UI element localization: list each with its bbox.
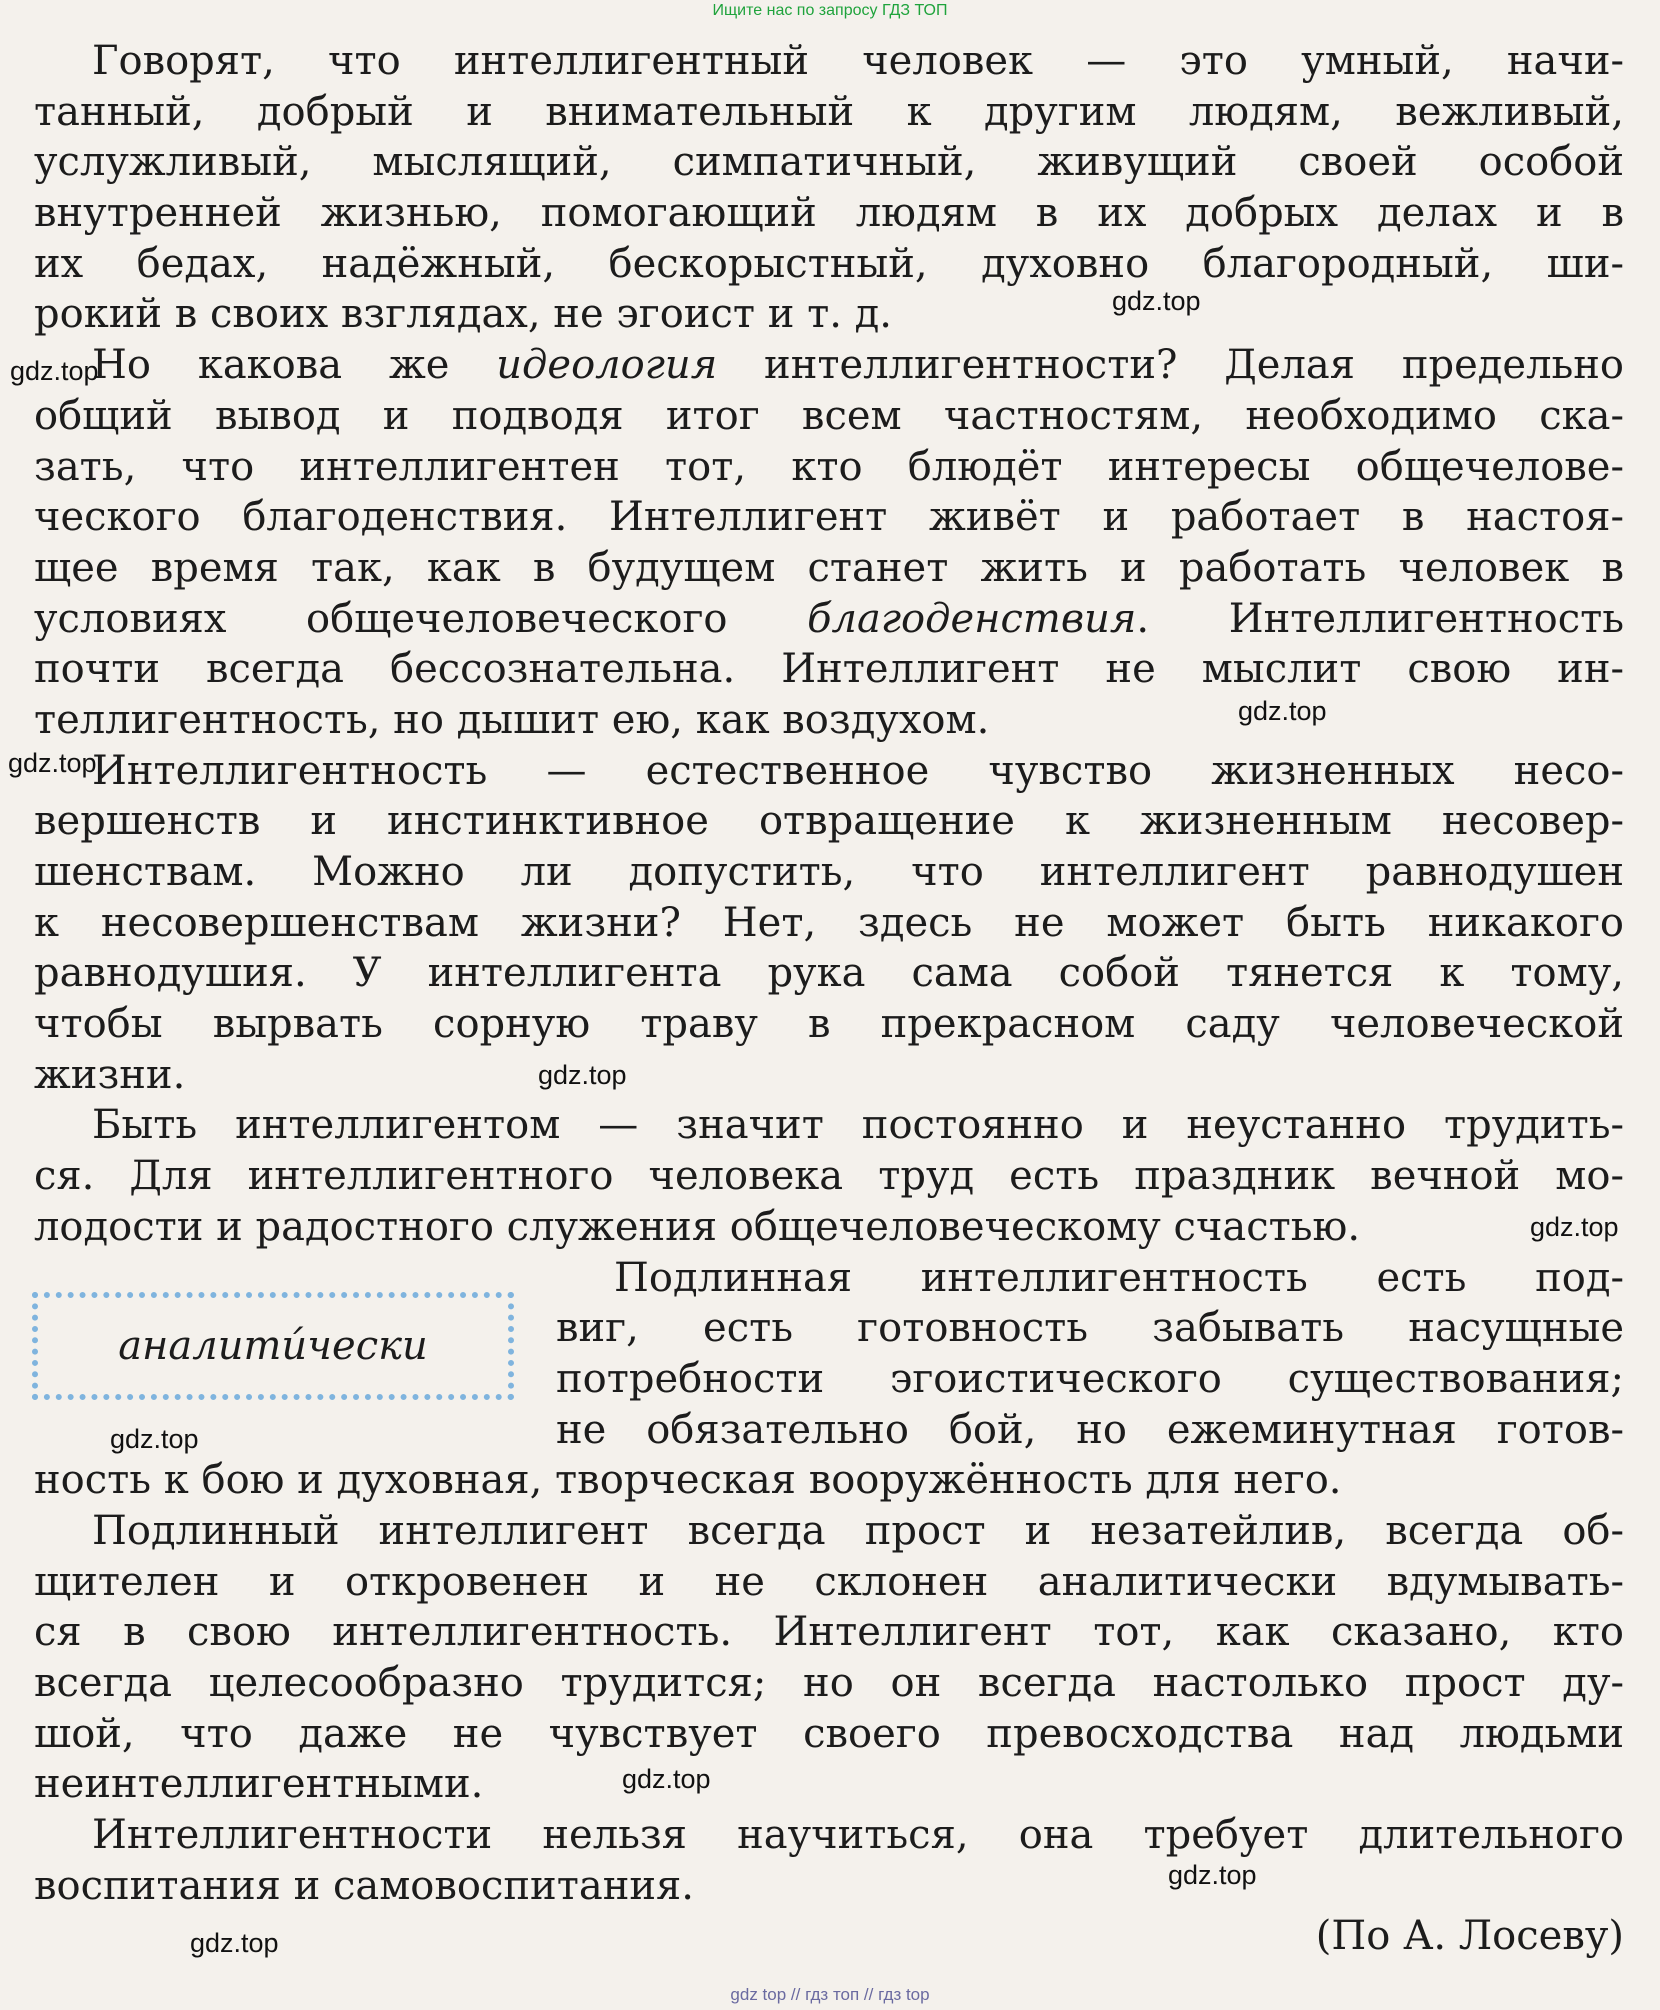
watermark: gdz.top xyxy=(622,1764,711,1794)
text-line: Говорят, что интеллигентный человек — это умный, начи- xyxy=(92,38,1624,84)
watermark: gdz.top xyxy=(110,1424,199,1454)
text-line: ческого благоденствия. Интеллигент живёт и работает в настоя- xyxy=(34,494,1624,541)
text-fragment: Но какова же xyxy=(92,342,497,389)
watermark: gdz.top xyxy=(1168,1860,1257,1890)
text-line: ся в свою интеллигентность. Интеллигент тот, как сказано, кто xyxy=(34,1609,1624,1656)
text-line: танный, добрый и внимательный к другим людям, вежливый, xyxy=(34,88,1624,135)
text-line: Быть интеллигентом — значит постоянно и неустанно трудить- xyxy=(92,1102,1624,1149)
top-banner: Ищите нас по запросу ГДЗ ТОП xyxy=(712,2,948,19)
text-line: рокий в своих взглядах, не эгоист и т. д. xyxy=(34,291,892,338)
text-line: шенствам. Можно ли допустить, что интеллигент равнодушен xyxy=(34,849,1624,895)
text-line: теллигентность, но дышит ею, как воздухом. xyxy=(34,696,990,743)
text-line: ся. Для интеллигентного человека труд есть праздник вечной мо- xyxy=(34,1153,1624,1200)
text-line: воспитания и самовоспитания. xyxy=(34,1862,694,1909)
text-line xyxy=(34,340,1624,391)
text-line: всегда целесообразно трудится; но он всегда настолько прост ду- xyxy=(34,1660,1624,1706)
term-box xyxy=(32,1292,514,1400)
text-line: вершенств и инстинктивное отвращение к жизненным несовер- xyxy=(34,798,1624,845)
text-line: их бедах, надёжный, бескорыстный, духовно благородный, ши- xyxy=(34,240,1624,287)
text-line: Подлинный интеллигент всегда прост и незатейлив, всегда об- xyxy=(92,1507,1624,1554)
italic-term: благоденствия xyxy=(807,595,1137,642)
watermark: gdz.top xyxy=(10,356,99,386)
text-line: Подлинная интеллигентность есть под- xyxy=(614,1254,1624,1301)
text-line: ность к бою и духовная, творческая вооружённость для него. xyxy=(34,1457,1342,1504)
text-line: почти всегда бессознательна. Интеллигент не мыслит свою ин- xyxy=(34,646,1624,693)
text-line xyxy=(34,594,1624,645)
text-line: услужливый, мыслящий, симпатичный, живущий своей особой xyxy=(34,139,1624,186)
watermark: gdz.top xyxy=(1112,286,1201,316)
text-line: лодости и радостного служения общечеловеческому счастью. xyxy=(34,1203,1361,1250)
text-fragment: . Интеллигентность xyxy=(1136,595,1624,642)
watermark: gdz.top xyxy=(190,1928,279,1958)
text-line: Интеллигентность — естественное чувство жизненных несо- xyxy=(92,747,1624,794)
text-line: щителен и откровенен и не склонен аналитически вдумывать- xyxy=(34,1558,1624,1605)
text-line: зать, что интеллигентен тот, кто блюдёт интересы общечелове- xyxy=(34,443,1624,490)
watermark: gdz.top xyxy=(8,748,97,778)
text-body xyxy=(34,36,1624,1962)
italic-term: идеология xyxy=(496,342,718,389)
text-fragment: интеллигентности? Делая предельно xyxy=(717,342,1624,389)
text-line: Интеллигентности нельзя научиться, она требует длительного xyxy=(92,1812,1624,1859)
watermark: gdz.top xyxy=(1238,696,1327,726)
text-line: не обязательно бой, но ежеминутная готов- xyxy=(556,1406,1624,1453)
text-line: равнодушия. У интеллигента рука сама собой тянется к тому, xyxy=(34,950,1624,997)
text-line: потребности эгоистического существования; xyxy=(556,1355,1624,1402)
text-line: к несовершенствам жизни? Нет, здесь не может быть никакого xyxy=(34,899,1624,946)
watermark: gdz.top xyxy=(538,1060,627,1090)
watermark: gdz.top xyxy=(1530,1212,1619,1242)
text-line: шой, что даже не чувствует своего превосходства над людьми xyxy=(34,1710,1624,1757)
text-line: внутренней жизнью, помогающий людям в их добрых делах и в xyxy=(34,190,1624,237)
text-line: жизни. xyxy=(34,1051,186,1098)
text-line: общий вывод и подводя итог всем частностям, необходимо ска- xyxy=(34,392,1624,439)
attribution: (По А. Лосеву) xyxy=(1315,1913,1624,1960)
text-fragment: условиях общечеловеческого xyxy=(34,595,808,642)
term-word: аналити́чески xyxy=(118,1323,428,1369)
text-line: щее время так, как в будущем станет жить и работать человек в xyxy=(34,544,1624,591)
text-line: неинтеллигентными. xyxy=(34,1761,484,1808)
text-line: чтобы вырвать сорную траву в прекрасном саду человеческой xyxy=(34,1001,1624,1048)
bottom-banner: gdz top // гдз топ // гдз top xyxy=(730,1985,930,2004)
text-line: виг, есть готовность забывать насущные xyxy=(556,1305,1624,1352)
